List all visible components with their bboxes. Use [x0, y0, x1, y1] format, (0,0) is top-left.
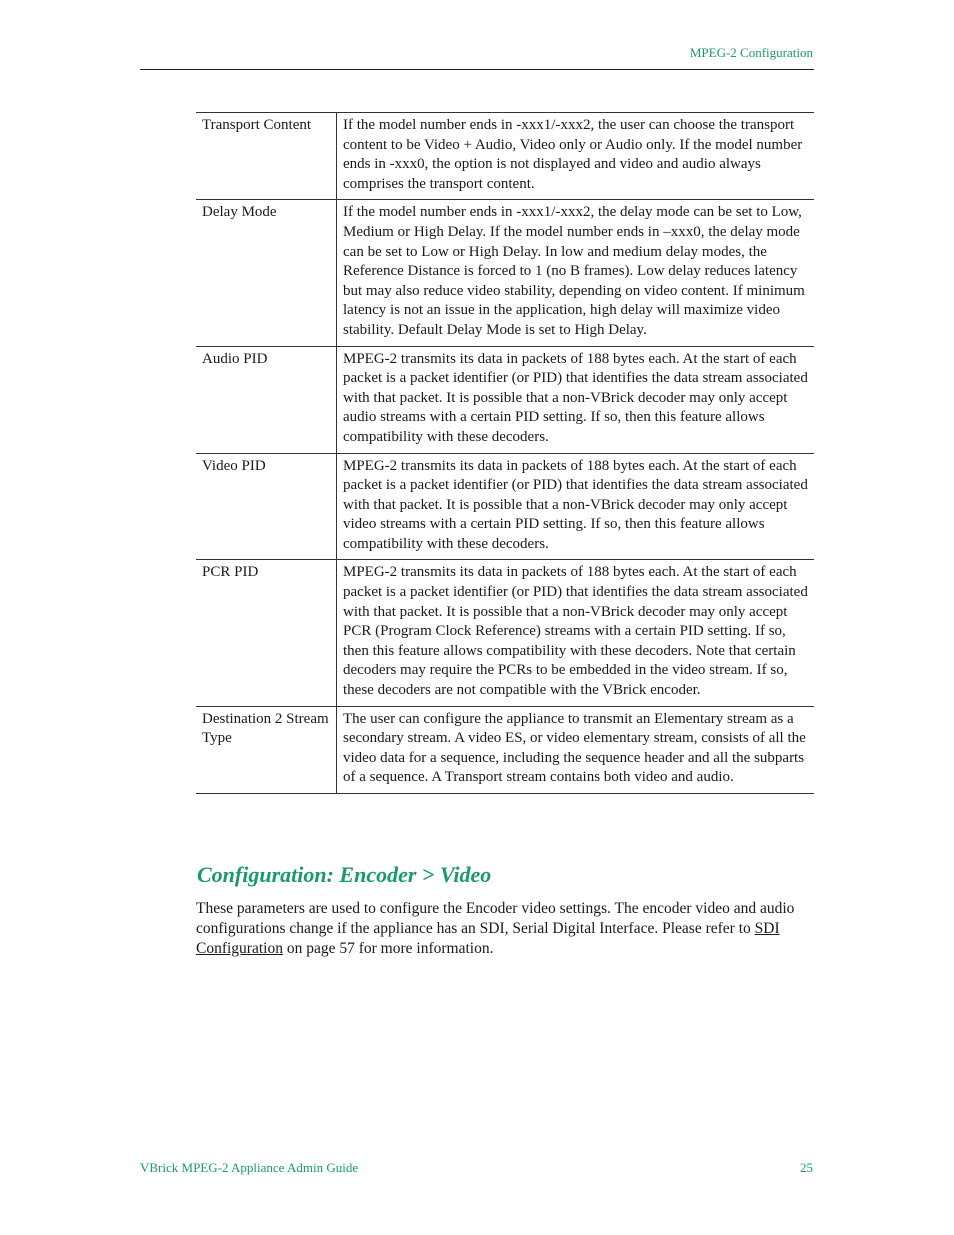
- paragraph-text: These parameters are used to configure the Encoder video settings. The encoder video and audio configurations change if the appliance has an SDI, Serial Digital Interface. Please refer to: [196, 900, 795, 937]
- row-term: PCR PID: [196, 560, 337, 706]
- table-row: [196, 346, 814, 453]
- row-description: MPEG-2 transmits its data in packets of 188 bytes each. At the start of each packet is a packet identifier (or PID) that identifies the data stream associated with that packet. It is possible that a non-VBrick decoder may only accept PCR (Program Clock Reference) streams with a certain PID setting. If so, then this feature allows compatibility with these decoders. Note that certain decoders may require the PCRs to be embedded in the video stream. If so, these decoders are not compatible with the VBrick encoder.: [337, 560, 815, 706]
- row-term: Video PID: [196, 453, 337, 560]
- row-term: Transport Content: [196, 113, 337, 200]
- row-description: MPEG-2 transmits its data in packets of 188 bytes each. At the start of each packet is a packet identifier (or PID) that identifies the data stream associated with that packet. It is possible that a non-VBrick decoder may only accept video streams with a certain PID setting. If so, then this feature allows compatibility with these decoders.: [337, 453, 815, 560]
- row-description: MPEG-2 transmits its data in packets of 188 bytes each. At the start of each packet is a packet identifier (or PID) that identifies the data stream associated with that packet. It is possible that a non-VBrick decoder may only accept audio streams with a certain PID setting. If so, then this feature allows compatibility with these decoders.: [337, 346, 815, 453]
- table-row: [196, 453, 814, 560]
- running-header: MPEG-2 Configuration: [689, 45, 813, 60]
- row-term: Delay Mode: [196, 200, 337, 346]
- row-term: Destination 2 Stream Type: [196, 706, 337, 793]
- row-term: Audio PID: [196, 346, 337, 453]
- header-rule: [140, 69, 814, 70]
- parameter-table: [196, 112, 814, 794]
- row-description: The user can configure the appliance to transmit an Elementary stream as a secondary stream. A video ES, or video elementary stream, consists of all the video data for a sequence, including the sequence header and all the subparts of a sequence. A Transport stream contains both video and audio.: [337, 706, 815, 793]
- section-paragraph: [196, 899, 814, 959]
- table-row: [196, 706, 814, 793]
- row-description: If the model number ends in -xxx1/-xxx2, the delay mode can be set to Low, Medium or High Delay. If the model number ends in –xxx0, the delay mode can be set to Low or High Delay. In low and medium delay modes, the Reference Distance is forced to 1 (no B frames). Low delay reduces latency but may also reduce video stability, depending on video content. If minimum latency is not an issue in the application, high delay will maximize video stability. Default Delay Mode is set to High Delay.: [337, 200, 815, 346]
- table-row: [196, 113, 814, 200]
- sdi-configuration-link[interactable]: SDI Configuration: [196, 920, 780, 957]
- page-number: 25: [800, 1160, 813, 1175]
- footer-document-title: VBrick MPEG-2 Appliance Admin Guide: [140, 1160, 359, 1175]
- paragraph-text-end: on page 57 for more information.: [282, 940, 494, 957]
- row-description: If the model number ends in -xxx1/-xxx2, the user can choose the transport content to be Video + Audio, Video only or Audio only. If the model number ends in -xxx0, the option is not displayed and video and audio always comprises the transport content.: [337, 113, 815, 200]
- section-heading: Configuration: Encoder > Video: [197, 862, 492, 887]
- table-row: [196, 200, 814, 346]
- table-row: [196, 560, 814, 706]
